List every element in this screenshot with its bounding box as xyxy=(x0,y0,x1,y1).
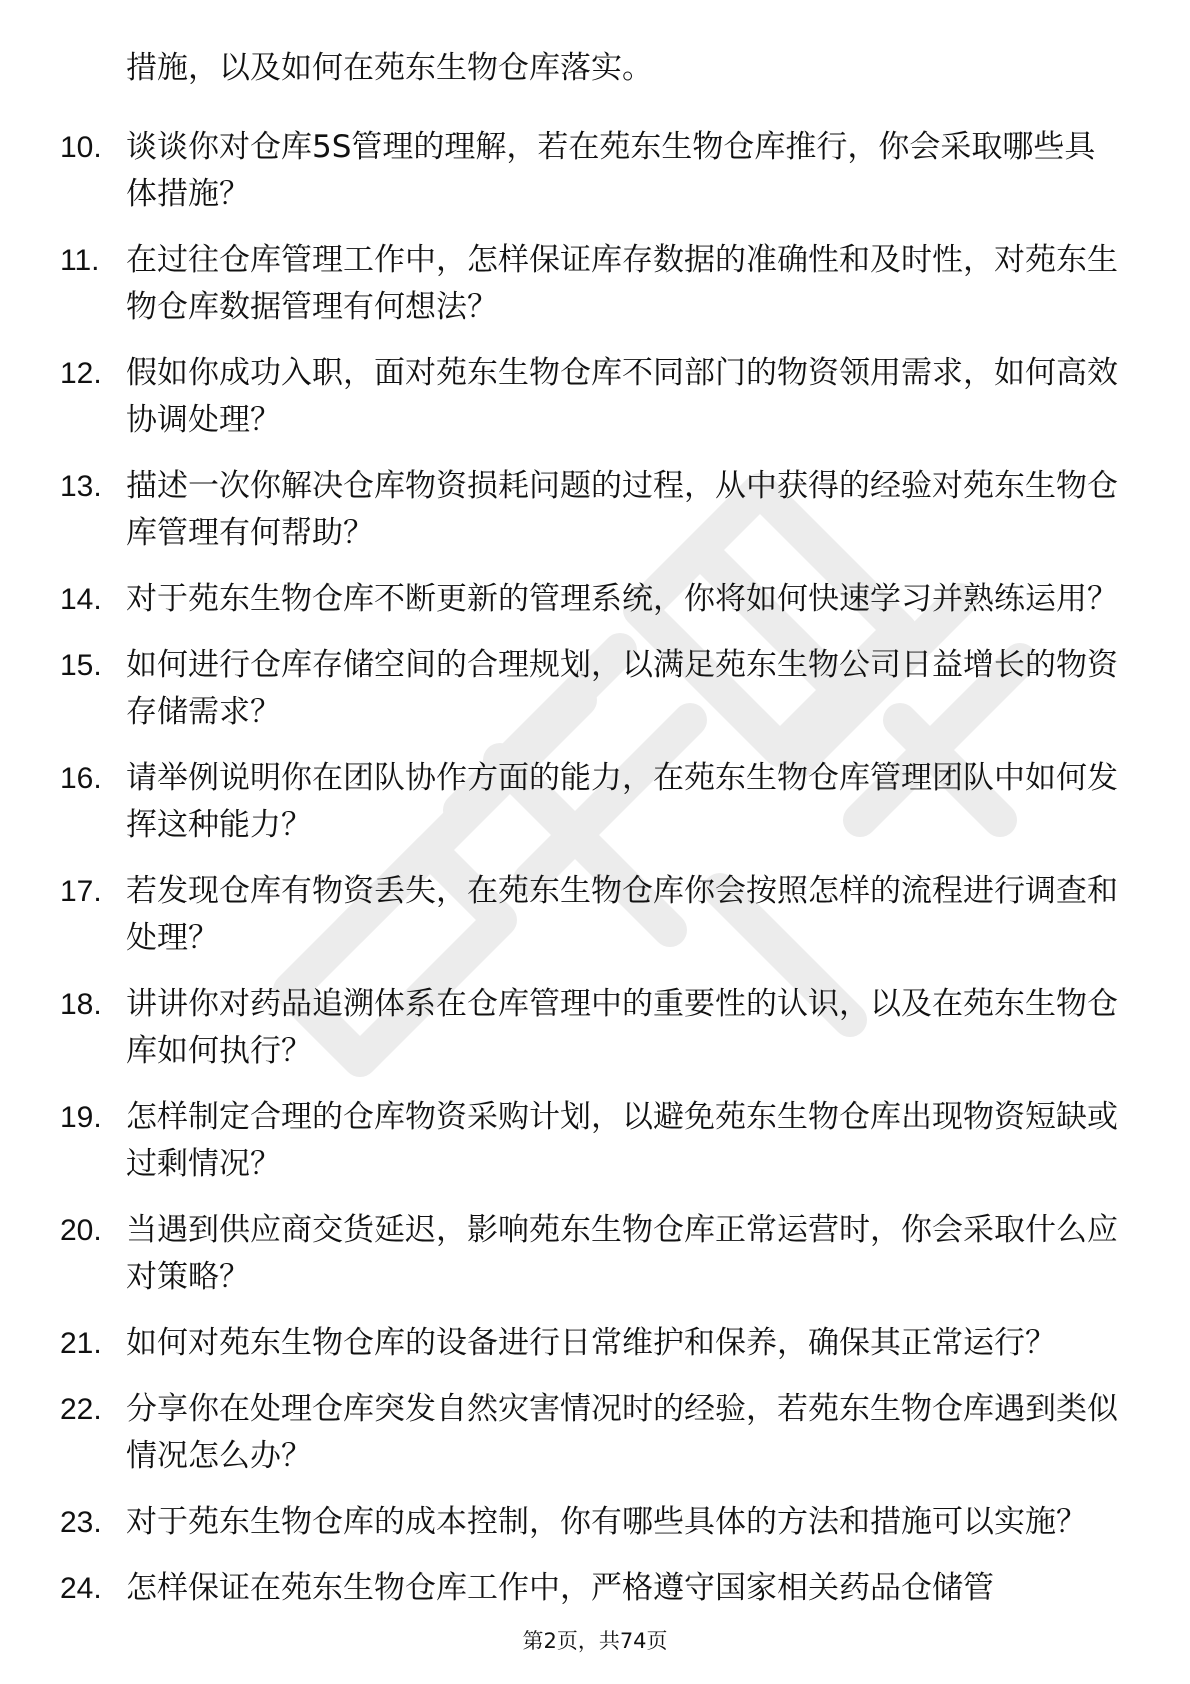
item-text: 如何对苑东生物仓库的设备进行日常维护和保养，确保其正常运行？ xyxy=(126,1325,1056,1361)
item-number: 13. xyxy=(60,470,102,503)
list-item xyxy=(60,981,1120,1075)
list-item xyxy=(60,576,1120,623)
item-text: 对于苑东生物仓库不断更新的管理系统，你将如何快速学习并熟练运用？ xyxy=(126,581,1118,617)
item-number: 24. xyxy=(60,1572,102,1605)
question-list xyxy=(60,48,1120,1631)
item-text: 怎样制定合理的仓库物资采购计划，以避免苑东生物仓库出现物资短缺或过剩情况？ xyxy=(126,1099,1118,1182)
item-text: 请举例说明你在团队协作方面的能力，在苑东生物仓库管理团队中如何发挥这种能力？ xyxy=(126,760,1118,843)
list-item xyxy=(60,1320,1120,1367)
item-text: 当遇到供应商交货延迟，影响苑东生物仓库正常运营时，你会采取什么应对策略？ xyxy=(126,1212,1118,1295)
item-text: 讲讲你对药品追溯体系在仓库管理中的重要性的认识，以及在苑东生物仓库如何执行？ xyxy=(126,986,1118,1069)
item-number: 12. xyxy=(60,357,102,390)
item-number: 11. xyxy=(60,244,100,277)
list-item xyxy=(60,237,1120,331)
item-number: 14. xyxy=(60,583,102,616)
item-text: 对于苑东生物仓库的成本控制，你有哪些具体的方法和措施可以实施？ xyxy=(126,1504,1087,1540)
item-number: 16. xyxy=(60,762,102,795)
item-text: 在过往仓库管理工作中，怎样保证库存数据的准确性和及时性，对苑东生物仓库数据管理有何想法？ xyxy=(126,242,1118,325)
item-text: 假如你成功入职，面对苑东生物仓库不同部门的物资领用需求，如何高效协调处理？ xyxy=(126,355,1118,438)
item-number: 23. xyxy=(60,1506,102,1539)
list-item xyxy=(60,1094,1120,1188)
list-item xyxy=(60,463,1120,557)
item-text: 描述一次你解决仓库物资损耗问题的过程，从中获得的经验对苑东生物仓库管理有何帮助？ xyxy=(126,468,1118,551)
item-text: 谈谈你对仓库5S管理的理解，若在苑东生物仓库推行，你会采取哪些具体措施？ xyxy=(126,129,1096,212)
list-item xyxy=(60,1207,1120,1301)
item-number: 21. xyxy=(60,1327,102,1360)
item-text: 分享你在处理仓库突发自然灾害情况时的经验，若苑东生物仓库遇到类似情况怎么办？ xyxy=(126,1391,1118,1474)
list-item xyxy=(60,124,1120,218)
item-number: 20. xyxy=(60,1214,102,1247)
list-item xyxy=(60,1565,1120,1612)
item-number: 17. xyxy=(60,875,102,908)
list-item xyxy=(60,642,1120,736)
list-item xyxy=(60,755,1120,849)
item-text: 怎样保证在苑东生物仓库工作中，严格遵守国家相关药品仓储管 xyxy=(126,1570,994,1606)
item-number: 15. xyxy=(60,649,102,682)
list-item xyxy=(60,868,1120,962)
item-number: 18. xyxy=(60,988,102,1021)
list-item xyxy=(60,1386,1120,1480)
item-number: 10. xyxy=(60,131,102,164)
item-number: 19. xyxy=(60,1101,102,1134)
page-footer: 第2页，共74页 xyxy=(522,1629,668,1653)
continuation-text: 措施，以及如何在苑东生物仓库落实。 xyxy=(126,50,653,86)
item-text: 如何进行仓库存储空间的合理规划，以满足苑东生物公司日益增长的物资存储需求？ xyxy=(126,647,1118,730)
list-item xyxy=(60,350,1120,444)
list-item xyxy=(60,1499,1120,1546)
item-text: 若发现仓库有物资丢失，在苑东生物仓库你会按照怎样的流程进行调查和处理？ xyxy=(126,873,1118,956)
item-number: 22. xyxy=(60,1393,102,1426)
